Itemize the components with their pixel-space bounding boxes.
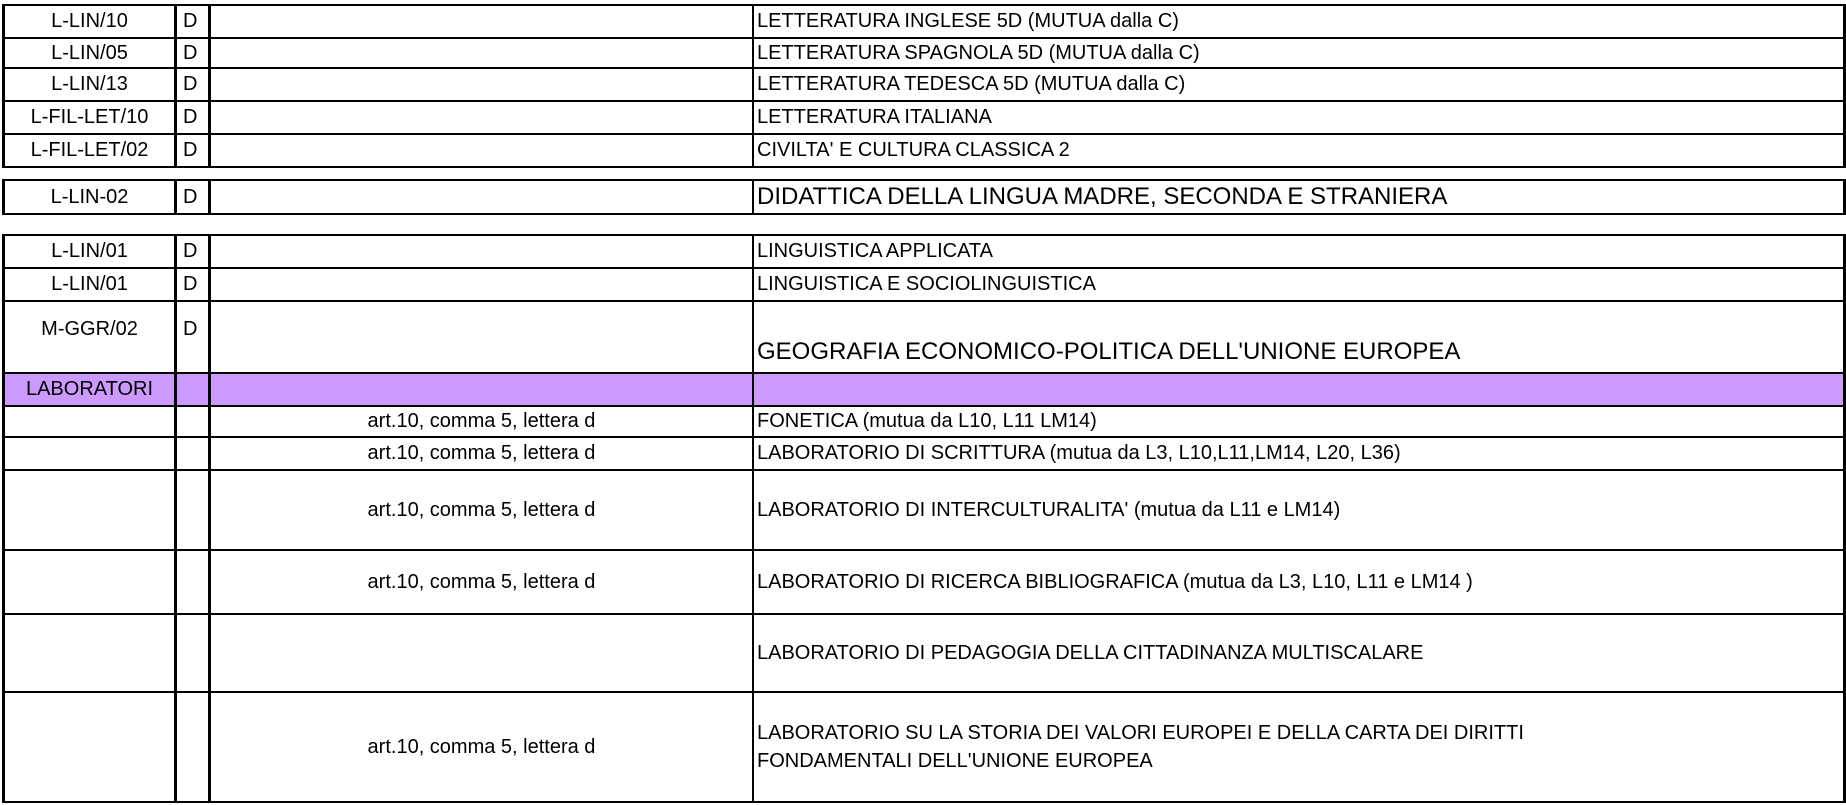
- article-ref: [208, 234, 752, 269]
- type-letter: D: [174, 179, 208, 215]
- ssd-code: L-LIN/05: [2, 37, 174, 69]
- type-letter: D: [174, 100, 208, 135]
- article-ref: art.10, comma 5, lettera d: [208, 691, 752, 803]
- table-row: [0, 179, 1846, 215]
- course-title: [752, 372, 1846, 407]
- course-title: LETTERATURA TEDESCA 5D (MUTUA dalla C): [752, 67, 1846, 102]
- type-letter: D: [174, 133, 208, 168]
- table-row: [0, 133, 1846, 168]
- table-row: [0, 613, 1846, 693]
- article-ref: [208, 179, 752, 215]
- ssd-code: L-LIN/01: [2, 234, 174, 269]
- course-title: LETTERATURA SPAGNOLA 5D (MUTUA dalla C): [752, 37, 1846, 69]
- type-letter: D: [174, 267, 208, 302]
- ssd-code: L-LIN/13: [2, 67, 174, 102]
- course-title: FONETICA (mutua da L10, L11 LM14): [752, 405, 1846, 438]
- type-letter: D: [174, 300, 208, 374]
- table-row: [0, 100, 1846, 135]
- table-row: [0, 691, 1846, 803]
- article-ref: art.10, comma 5, lettera d: [208, 405, 752, 438]
- ssd-code: [2, 405, 174, 438]
- type-letter: D: [174, 37, 208, 69]
- table-row: [0, 405, 1846, 438]
- ssd-code: [2, 613, 174, 693]
- table-row: [0, 234, 1846, 269]
- type-letter: [174, 405, 208, 438]
- article-ref: [208, 4, 752, 39]
- article-ref: [208, 37, 752, 69]
- table-row: [0, 4, 1846, 39]
- ssd-code: L-LIN/01: [2, 267, 174, 302]
- course-title: LINGUISTICA E SOCIOLINGUISTICA: [752, 267, 1846, 302]
- ssd-code: M-GGR/02: [2, 300, 174, 374]
- table-row: [0, 469, 1846, 551]
- table-row: [0, 549, 1846, 615]
- ssd-code: L-FIL-LET/10: [2, 100, 174, 135]
- article-ref: [208, 100, 752, 135]
- course-title: LABORATORIO DI RICERCA BIBLIOGRAFICA (mutua da L3, L10, L11 e LM14 ): [752, 549, 1846, 615]
- course-title: GEOGRAFIA ECONOMICO-POLITICA DELL'UNIONE EUROPEA: [752, 300, 1846, 374]
- ssd-code: [2, 691, 174, 803]
- course-title: LINGUISTICA APPLICATA: [752, 234, 1846, 269]
- type-letter: D: [174, 234, 208, 269]
- type-letter: [174, 613, 208, 693]
- ssd-code: L-LIN/10: [2, 4, 174, 39]
- type-letter: [174, 691, 208, 803]
- section-label: LABORATORI: [2, 372, 174, 407]
- table-row: [0, 37, 1846, 69]
- type-letter: [174, 549, 208, 615]
- course-title: CIVILTA' E CULTURA CLASSICA 2: [752, 133, 1846, 168]
- type-letter: [174, 469, 208, 551]
- type-letter: [174, 436, 208, 471]
- table-row: [0, 436, 1846, 471]
- article-ref: art.10, comma 5, lettera d: [208, 469, 752, 551]
- article-ref: [208, 67, 752, 102]
- type-letter: [174, 372, 208, 407]
- ssd-code: L-FIL-LET/02: [2, 133, 174, 168]
- ssd-code: [2, 436, 174, 471]
- course-title: LABORATORIO DI PEDAGOGIA DELLA CITTADINANZA MULTISCALARE: [752, 613, 1846, 693]
- course-title: LABORATORIO DI SCRITTURA (mutua da L3, L10,L11,LM14, L20, L36): [752, 436, 1846, 471]
- section-header-row: [0, 372, 1846, 407]
- ssd-code: [2, 469, 174, 551]
- article-ref: art.10, comma 5, lettera d: [208, 436, 752, 471]
- type-letter: D: [174, 4, 208, 39]
- type-letter: D: [174, 67, 208, 102]
- table-row: [0, 300, 1846, 374]
- course-title: LETTERATURA ITALIANA: [752, 100, 1846, 135]
- course-title: LABORATORIO DI INTERCULTURALITA' (mutua da L11 e LM14): [752, 469, 1846, 551]
- course-title: LABORATORIO SU LA STORIA DEI VALORI EUROPEI E DELLA CARTA DEI DIRITTI FONDAMENTALI DELL'UNIONE EUROPEA: [752, 691, 1846, 803]
- article-ref: [208, 133, 752, 168]
- article-ref: [208, 267, 752, 302]
- article-ref: art.10, comma 5, lettera d: [208, 549, 752, 615]
- course-title: LETTERATURA INGLESE 5D (MUTUA dalla C): [752, 4, 1846, 39]
- ssd-code: L-LIN-02: [2, 179, 174, 215]
- article-ref: [208, 372, 752, 407]
- course-title: DIDATTICA DELLA LINGUA MADRE, SECONDA E STRANIERA: [752, 179, 1846, 215]
- article-ref: [208, 613, 752, 693]
- table-row: [0, 267, 1846, 302]
- ssd-code: [2, 549, 174, 615]
- table-row: [0, 67, 1846, 102]
- article-ref: [208, 300, 752, 374]
